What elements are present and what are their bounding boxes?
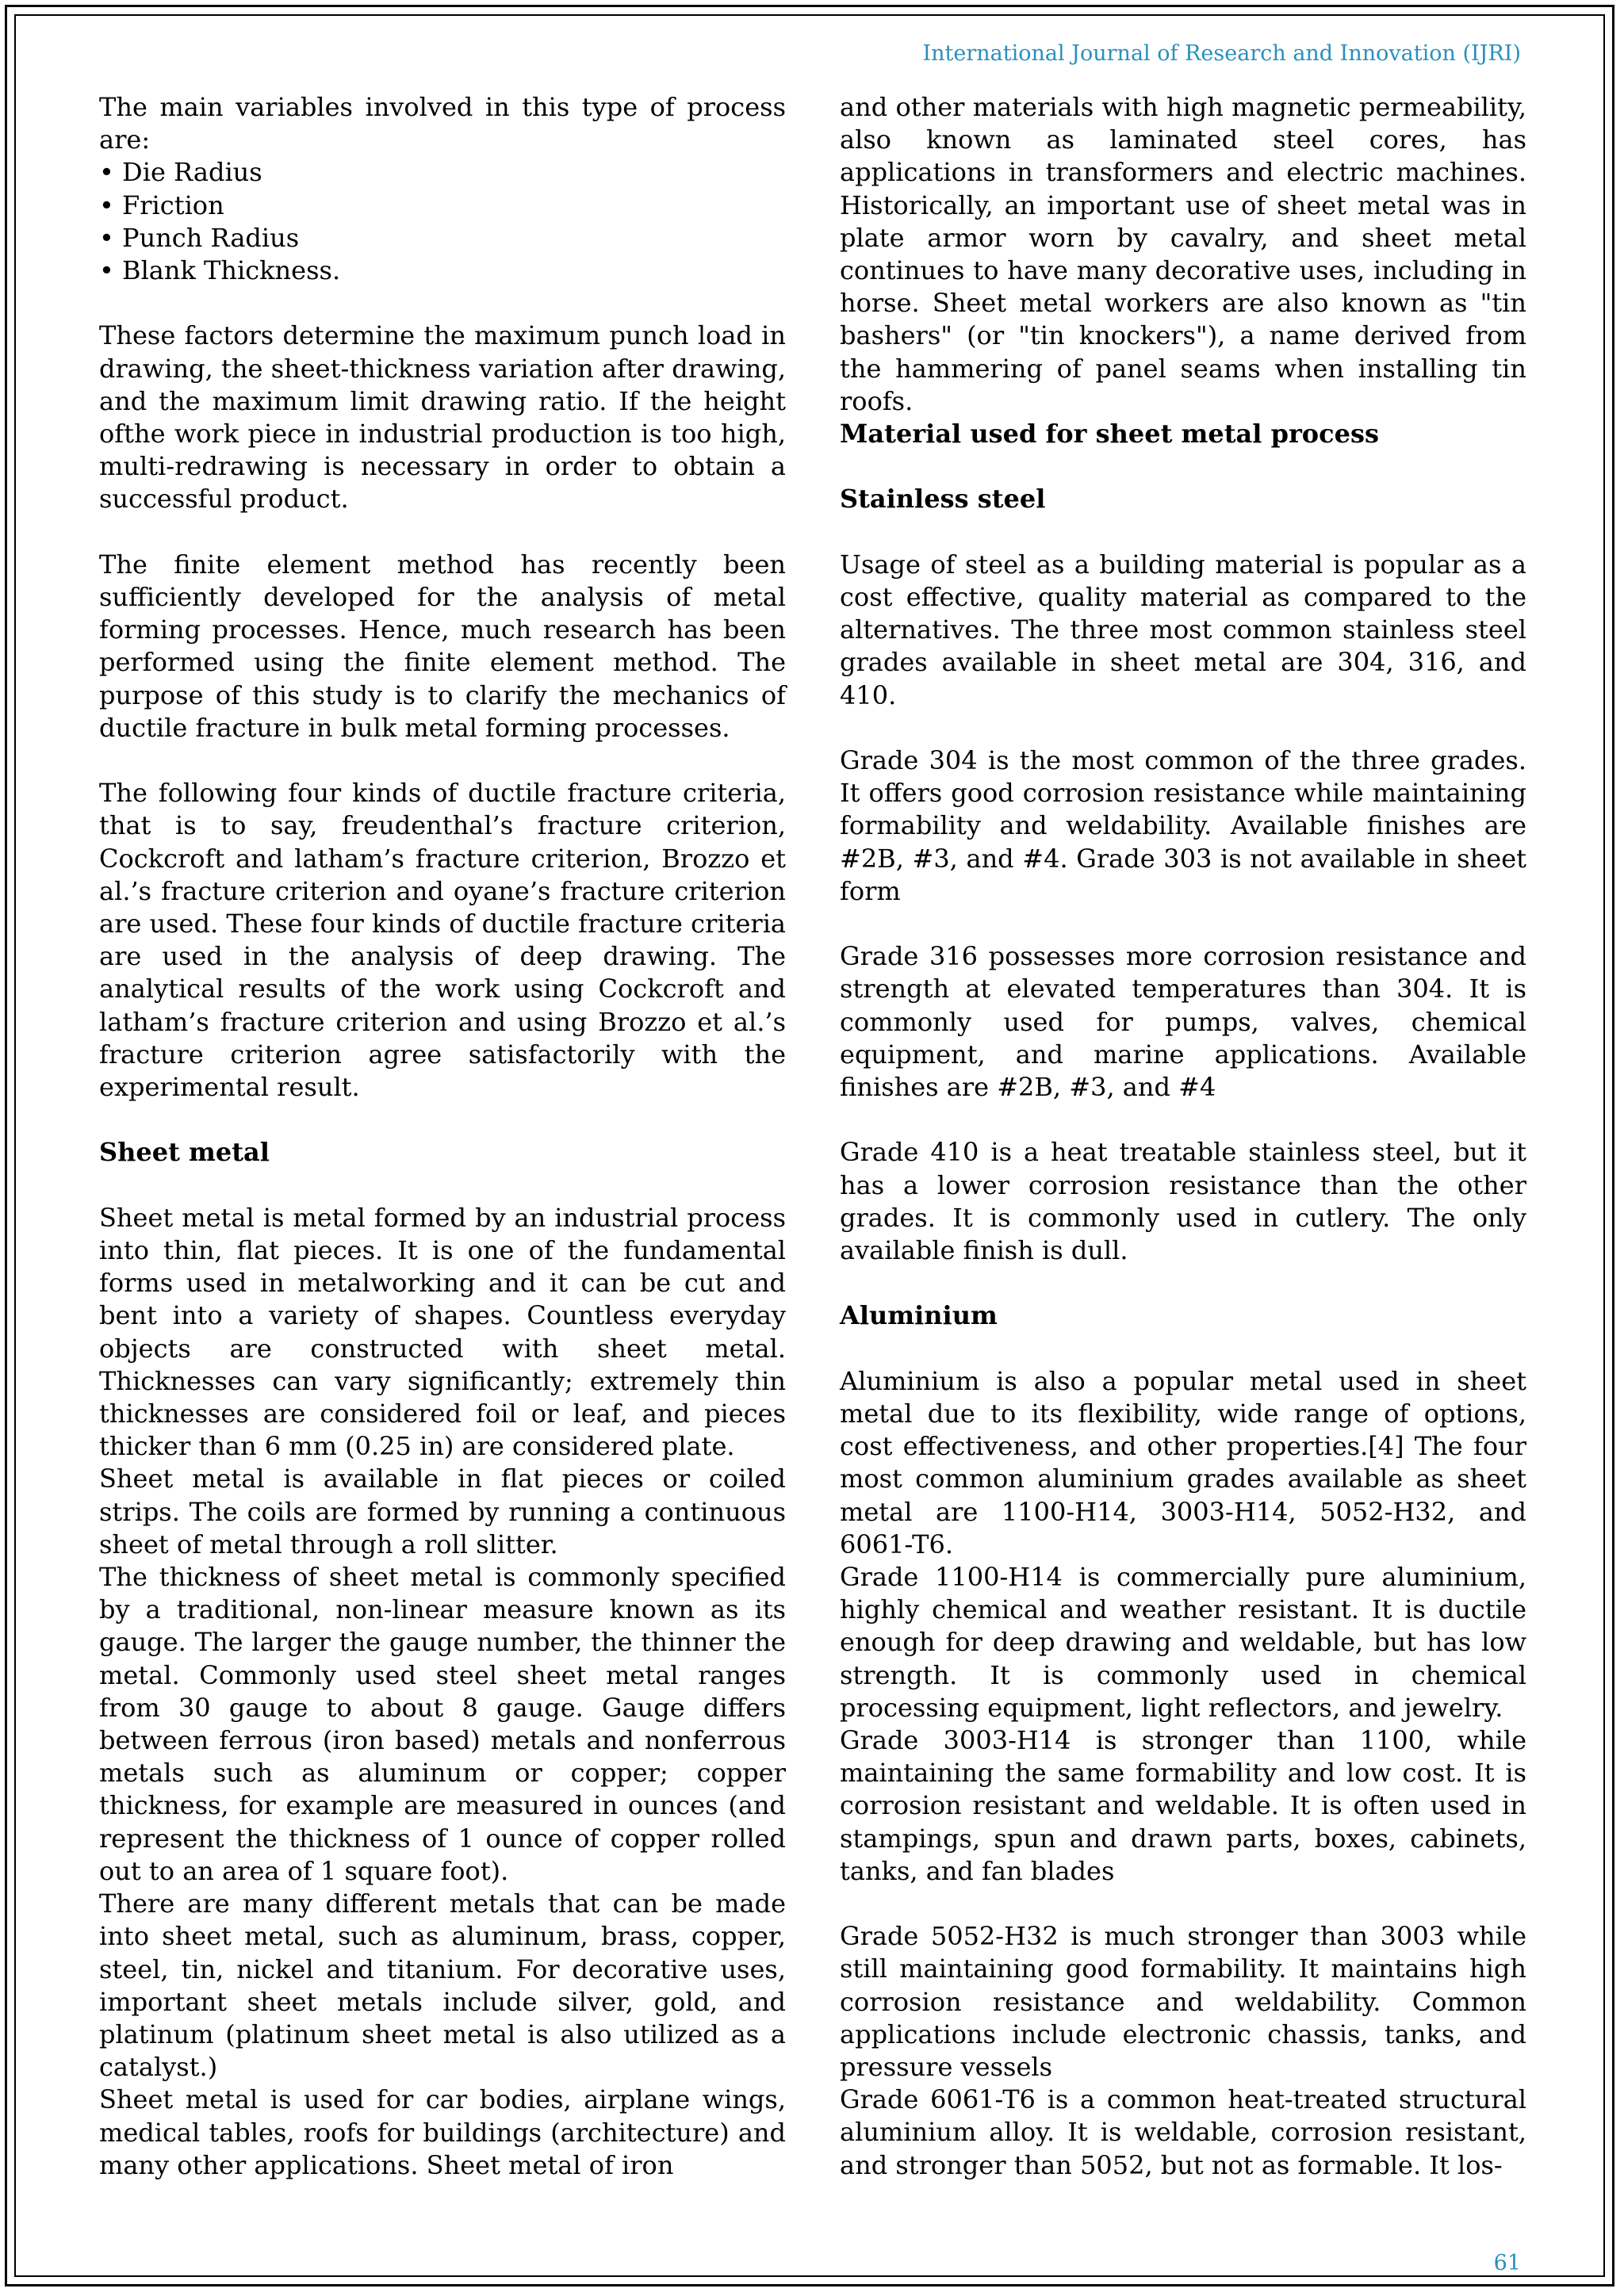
list-item: • Punch Radius bbox=[99, 222, 786, 254]
right-column bbox=[840, 91, 1526, 2182]
list-item: • Die Radius bbox=[99, 156, 786, 189]
journal-header: International Journal of Research and Innovation (IJRI) bbox=[922, 41, 1521, 66]
paragraph: Grade 3003-H14 is stronger than 1100, while maintaining the same formability and low cost. It is corrosion resistant and weldable. It is often used in stampings, spun and drawn parts, boxes, cabinets, tanks, and fan blades bbox=[840, 1725, 1526, 1886]
paragraph: Sheet metal is used for car bodies, airplane wings, medical tables, roofs for buildings (architecture) and many other applications. Sheet metal of iron bbox=[99, 2084, 786, 2180]
paragraph: Grade 316 possesses more corrosion resistance and strength at elevated temperatures than 304. It is commonly used for pumps, valves, chemical equipment, and marine applications. Available finishes are #2B, #3, and #4 bbox=[840, 941, 1526, 1103]
subsection-heading-stainless-steel: Stainless steel bbox=[840, 484, 1046, 515]
paragraph: Grade 1100-H14 is commercially pure aluminium, highly chemical and weather resistant. It is ductile enough for deep drawing and weldable, but has low strength. It is commonly used in chemical processing equipment, light reflectors, and jewelry. bbox=[840, 1562, 1526, 1723]
variables-intro: The main variables involved in this type of process are: bbox=[99, 92, 786, 155]
list-item: • Friction bbox=[99, 189, 786, 222]
left-column bbox=[99, 91, 786, 2182]
variables-list bbox=[99, 156, 786, 287]
page-number: 61 bbox=[1493, 2251, 1521, 2275]
paragraph: The finite element method has recently been sufficiently developed for the analysis of metal forming processes. Hence, much research has been performed using the finite element method. The purpose of this study is to clarify the mechanics of ductile fracture in bulk metal forming processes. bbox=[99, 549, 786, 743]
paragraph: and other materials with high magnetic permeability, also known as laminated steel cores, has applications in transformers and electric machines. Historically, an important use of sheet metal was in plate armor worn by cavalry, and sheet metal continues to have many decorative uses, including in horse. Sheet metal workers are also known as "tin bashers" (or "tin knockers"), a name derived from the hammering of panel seams when installing tin roofs. bbox=[840, 92, 1526, 416]
subsection-heading-aluminium: Aluminium bbox=[840, 1300, 998, 1331]
paragraph: The thickness of sheet metal is commonly specified by a traditional, non-linear measure known as its gauge. The larger the gauge number, the thinner the metal. Commonly used steel sheet metal ranges from 30 gauge to about 8 gauge. Gauge differs between ferrous (iron based) metals and nonferrous metals such as aluminum or copper; copper thickness, for example are measured in ounces (and represent the thickness of 1 ounce of copper rolled out to an area of 1 square foot). bbox=[99, 1562, 786, 1886]
paragraph: Grade 5052-H32 is much stronger than 3003 while still maintaining good formability. It maintains high corrosion resistance and weldability. Common applications include electronic chassis, tanks, and pressure vessels bbox=[840, 1921, 1526, 2083]
section-heading-sheet-metal: Sheet metal bbox=[99, 1137, 270, 1168]
paragraph: Usage of steel as a building material is popular as a cost effective, quality material as compared to the alternatives. The three most common stainless steel grades available in sheet metal are 304, 316, and 410. bbox=[840, 549, 1526, 710]
paragraph: Grade 6061-T6 is a common heat-treated structural aluminium alloy. It is weldable, corrosion resistant, and stronger than 5052, but not as formable. It los- bbox=[840, 2084, 1526, 2180]
list-item: • Blank Thickness. bbox=[99, 254, 786, 287]
paragraph: Grade 304 is the most common of the three grades. It offers good corrosion resistance while maintaining formability and weldability. Available finishes are #2B, #3, and #4. Grade 303 is not available in sheet form bbox=[840, 745, 1526, 906]
paragraph: There are many different metals that can be made into sheet metal, such as aluminum, brass, copper, steel, tin, nickel and titanium. For decorative uses, important sheet metals include silver, gold, and platinum (platinum sheet metal is also utilized as a catalyst.) bbox=[99, 1888, 786, 2083]
paragraph: Grade 410 is a heat treatable stainless steel, but it has a lower corrosion resistance than the other grades. It is commonly used in cutlery. The only available finish is dull. bbox=[840, 1137, 1526, 1266]
section-heading-material: Material used for sheet metal process bbox=[840, 419, 1380, 450]
paragraph: Aluminium is also a popular metal used in sheet metal due to its flexibility, wide range of options, cost effectiveness, and other properties.[4] The four most common aluminium grades available as sheet metal are 1100-H14, 3003-H14, 5052-H32, and 6061-T6. bbox=[840, 1365, 1526, 1559]
paragraph: These factors determine the maximum punch load in drawing, the sheet-thickness variation after drawing, and the maximum limit drawing ratio. If the height ofthe work piece in industrial production is too high, multi-redrawing is necessary in order to obtain a successful product. bbox=[99, 320, 786, 515]
paragraph: Sheet metal is metal formed by an industrial process into thin, flat pieces. It is one of the fundamental forms used in metalworking and it can be cut and bent into a variety of shapes. Countless everyday objects are constructed with sheet metal. Thicknesses can vary significantly; extremely thin thicknesses are considered foil or leaf, and pieces thicker than 6 mm (0.25 in) are considered plate. bbox=[99, 1202, 786, 1462]
paragraph: The following four kinds of ductile fracture criteria, that is to say, freudenthal’s fracture criterion, Cockcroft and latham’s fracture criterion, Brozzo et al.’s fracture criterion and oyane’s fracture criterion are used. These four kinds of ductile fracture criteria are used in the analysis of deep drawing. The analytical results of the work using Cockcroft and latham’s fracture criterion and using Brozzo et al.’s fracture criterion agree satisfactorily with the experimental result. bbox=[99, 778, 786, 1103]
paragraph: Sheet metal is available in flat pieces or coiled strips. The coils are formed by running a continuous sheet of metal through a roll slitter. bbox=[99, 1464, 786, 1559]
